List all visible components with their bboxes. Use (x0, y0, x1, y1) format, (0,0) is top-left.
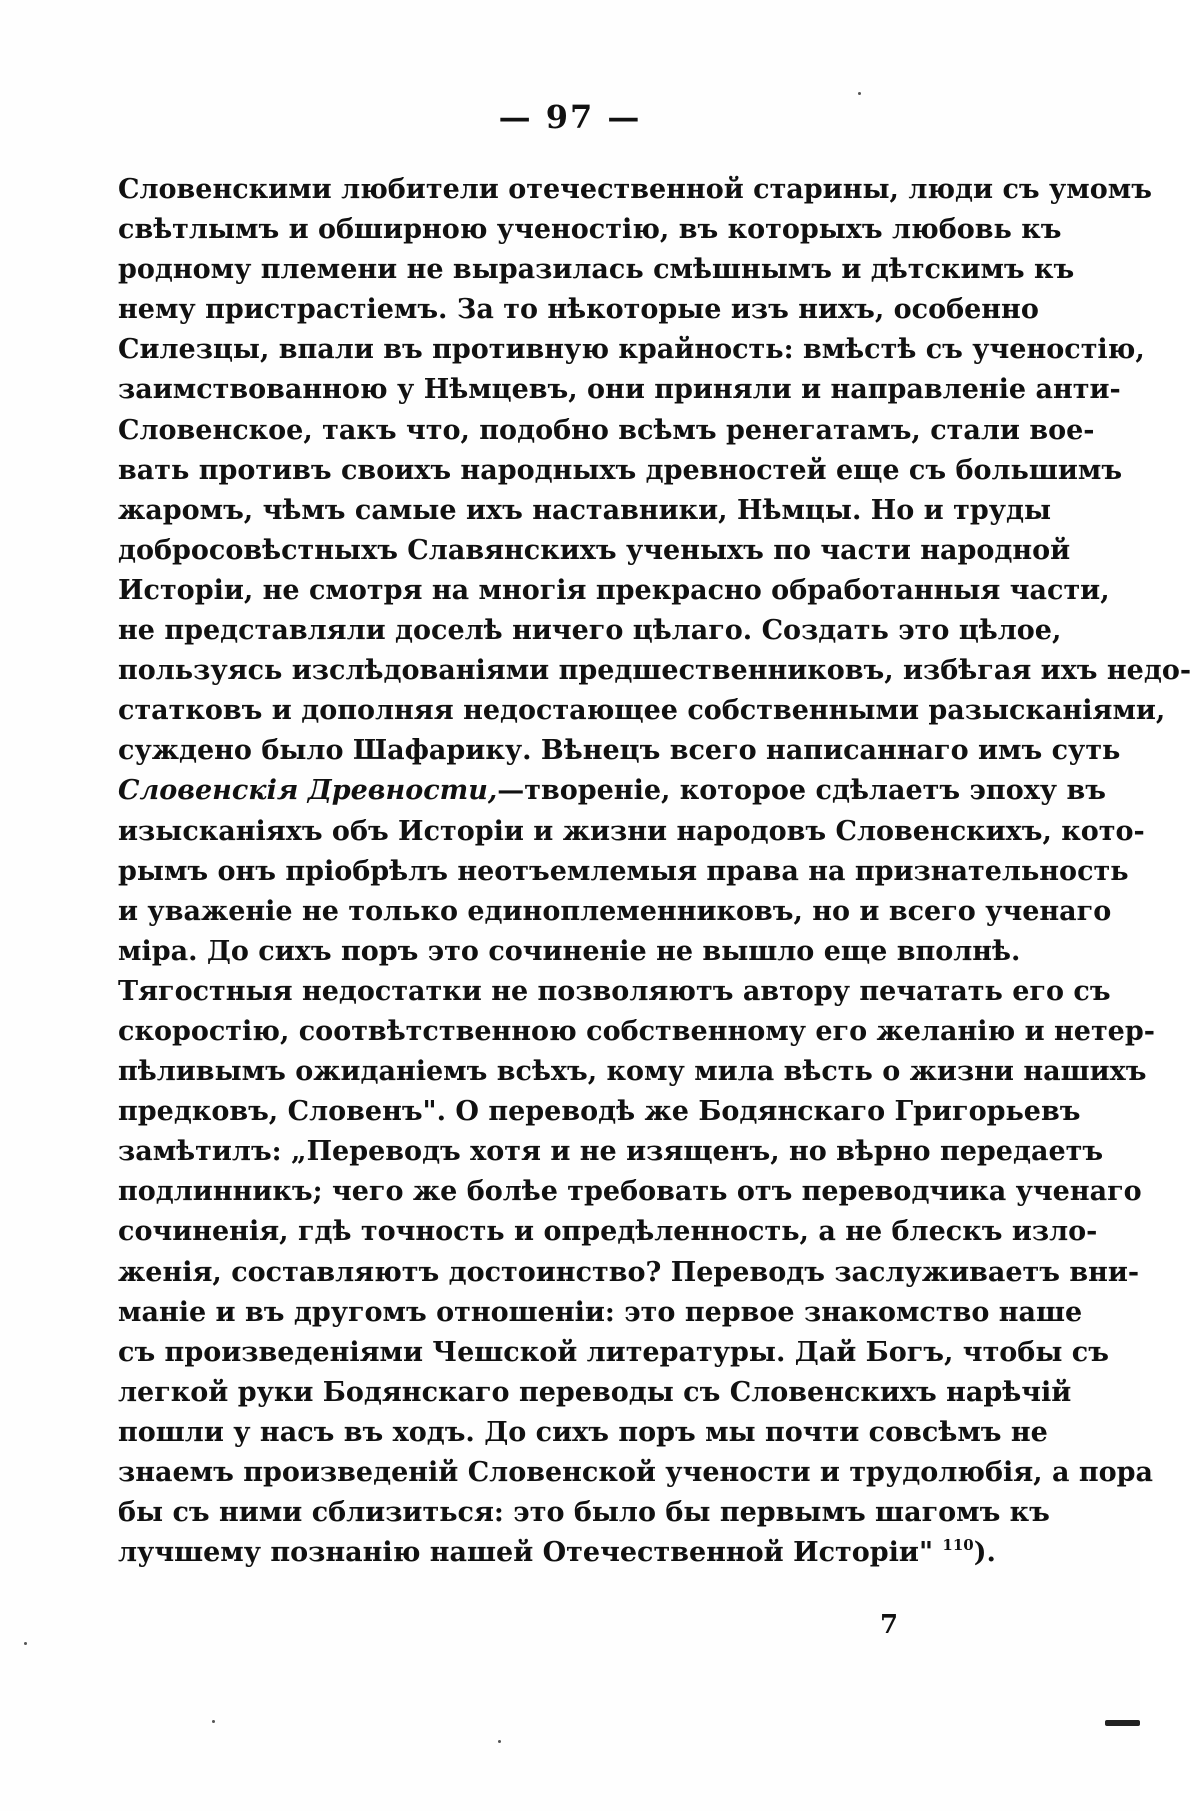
text-line: знаемъ произведеній Словенской учености и трудолюбія, а пора (118, 1457, 1153, 1488)
paper-speck (498, 1740, 501, 1743)
text-line: добросовѣстныхъ Славянскихъ ученыхъ по части народной (118, 534, 1071, 566)
paper-speck (24, 1642, 27, 1645)
text-line: и уваженіе не только единоплеменниковъ, но и всего ученаго (118, 895, 1112, 927)
text-line-rest: —твореніе, которое сдѣлаетъ эпоху въ (497, 775, 1106, 807)
text-line: рымъ онъ пріобрѣлъ неотъемлемыя права на признательность (118, 855, 1129, 887)
text-line: пошли у насъ въ ходъ. До сихъ поръ мы почти совсѣмъ не (118, 1416, 1048, 1448)
text-line: свѣтлымъ и обширною ученостію, въ которыхъ любовь къ (118, 214, 1062, 246)
text-line: Словенскими любители отечественной старины, люди съ умомъ (118, 174, 1152, 205)
text-line: нему пристрастіемъ. За то нѣкоторые изъ нихъ, особенно (118, 294, 1039, 326)
text-line: легкой руки Бодянскаго переводы съ Словенскихъ нарѣчій (118, 1376, 1072, 1408)
text-line: жаромъ, чѣмъ самые ихъ наставники, Нѣмцы. Но и труды (118, 494, 1052, 526)
text-line (118, 771, 1106, 811)
text-line: Словенское, такъ что, подобно всѣмъ ренегатамъ, стали вое- (118, 414, 1095, 446)
signature-mark: 7 (880, 1610, 899, 1640)
body-text (118, 170, 1191, 1573)
text-line: пѣливымъ ожиданіемъ всѣхъ, кому мила вѣсть о жизни нашихъ (118, 1056, 1147, 1088)
text-line-end: ). (973, 1537, 996, 1569)
text-line: родному племени не выразилась смѣшнымъ и дѣтскимъ къ (118, 254, 1075, 286)
text-line: съ произведеніями Чешской литературы. Дай Богъ, чтобы съ (118, 1336, 1109, 1368)
text-line: пользуясь изслѣдованіями предшественниковъ, избѣгая ихъ недо- (118, 655, 1191, 687)
text-line: вать противъ своихъ народныхъ древностей еще съ большимъ (118, 454, 1123, 486)
text-line: сочиненія, гдѣ точность и опредѣленность, а не блескъ изло- (118, 1216, 1098, 1248)
text-line: предковъ, Словенъ". О переводѣ же Бодянскаго Григорьевъ (118, 1096, 1081, 1128)
edge-ink-mark (1105, 1720, 1140, 1726)
page-number: — 97 — (498, 98, 642, 136)
text-line: Силезцы, впали въ противную крайность: вмѣстѣ съ ученостію, (118, 334, 1145, 366)
text-line: изысканіяхъ объ Исторіи и жизни народовъ Словенскихъ, кото- (118, 815, 1145, 847)
book-title-italic: Словенскія Древности, (118, 775, 498, 807)
text-line: не представляли доселѣ ничего цѣлаго. Создать это цѣлое, (118, 615, 1062, 647)
paper-speck (212, 1720, 215, 1723)
text-line: маніе и въ другомъ отношеніи: это первое знакомство наше (118, 1296, 1083, 1328)
text-line: подлинникъ; чего же болѣе требовать отъ переводчика ученаго (118, 1176, 1142, 1208)
text-line (118, 1533, 996, 1573)
text-line: Тягостныя недостатки не позволяютъ автору печатать его съ (118, 975, 1111, 1007)
text-line: міра. До сихъ поръ это сочиненіе не вышло еще вполнѣ. (118, 935, 1021, 967)
text-line: суждено было Шафарику. Вѣнецъ всего написаннаго имъ суть (118, 735, 1121, 767)
text-line: скоростію, соотвѣтственною собственному его желанію и нетер- (118, 1015, 1155, 1047)
text-line: женія, составляютъ достоинство? Переводъ заслуживаетъ вни- (118, 1256, 1140, 1288)
text-line-body: лучшему познанію нашей Отечественной Исторіи" (118, 1537, 934, 1569)
text-line: Исторіи, не смотря на многія прекрасно обработанныя части, (118, 574, 1110, 606)
text-line: заимствованною у Нѣмцевъ, они приняли и направленіе анти- (118, 374, 1121, 406)
footnote-reference: 110 (942, 1536, 974, 1555)
text-line: бы съ ними сблизиться: это было бы первымъ шагомъ къ (118, 1497, 1050, 1529)
paper-speck (858, 92, 861, 95)
text-line: замѣтилъ: „Переводъ хотя и не изященъ, но вѣрно передаетъ (118, 1136, 1104, 1168)
text-line: статковъ и дополняя недостающее собственными разысканіями, (118, 695, 1166, 727)
